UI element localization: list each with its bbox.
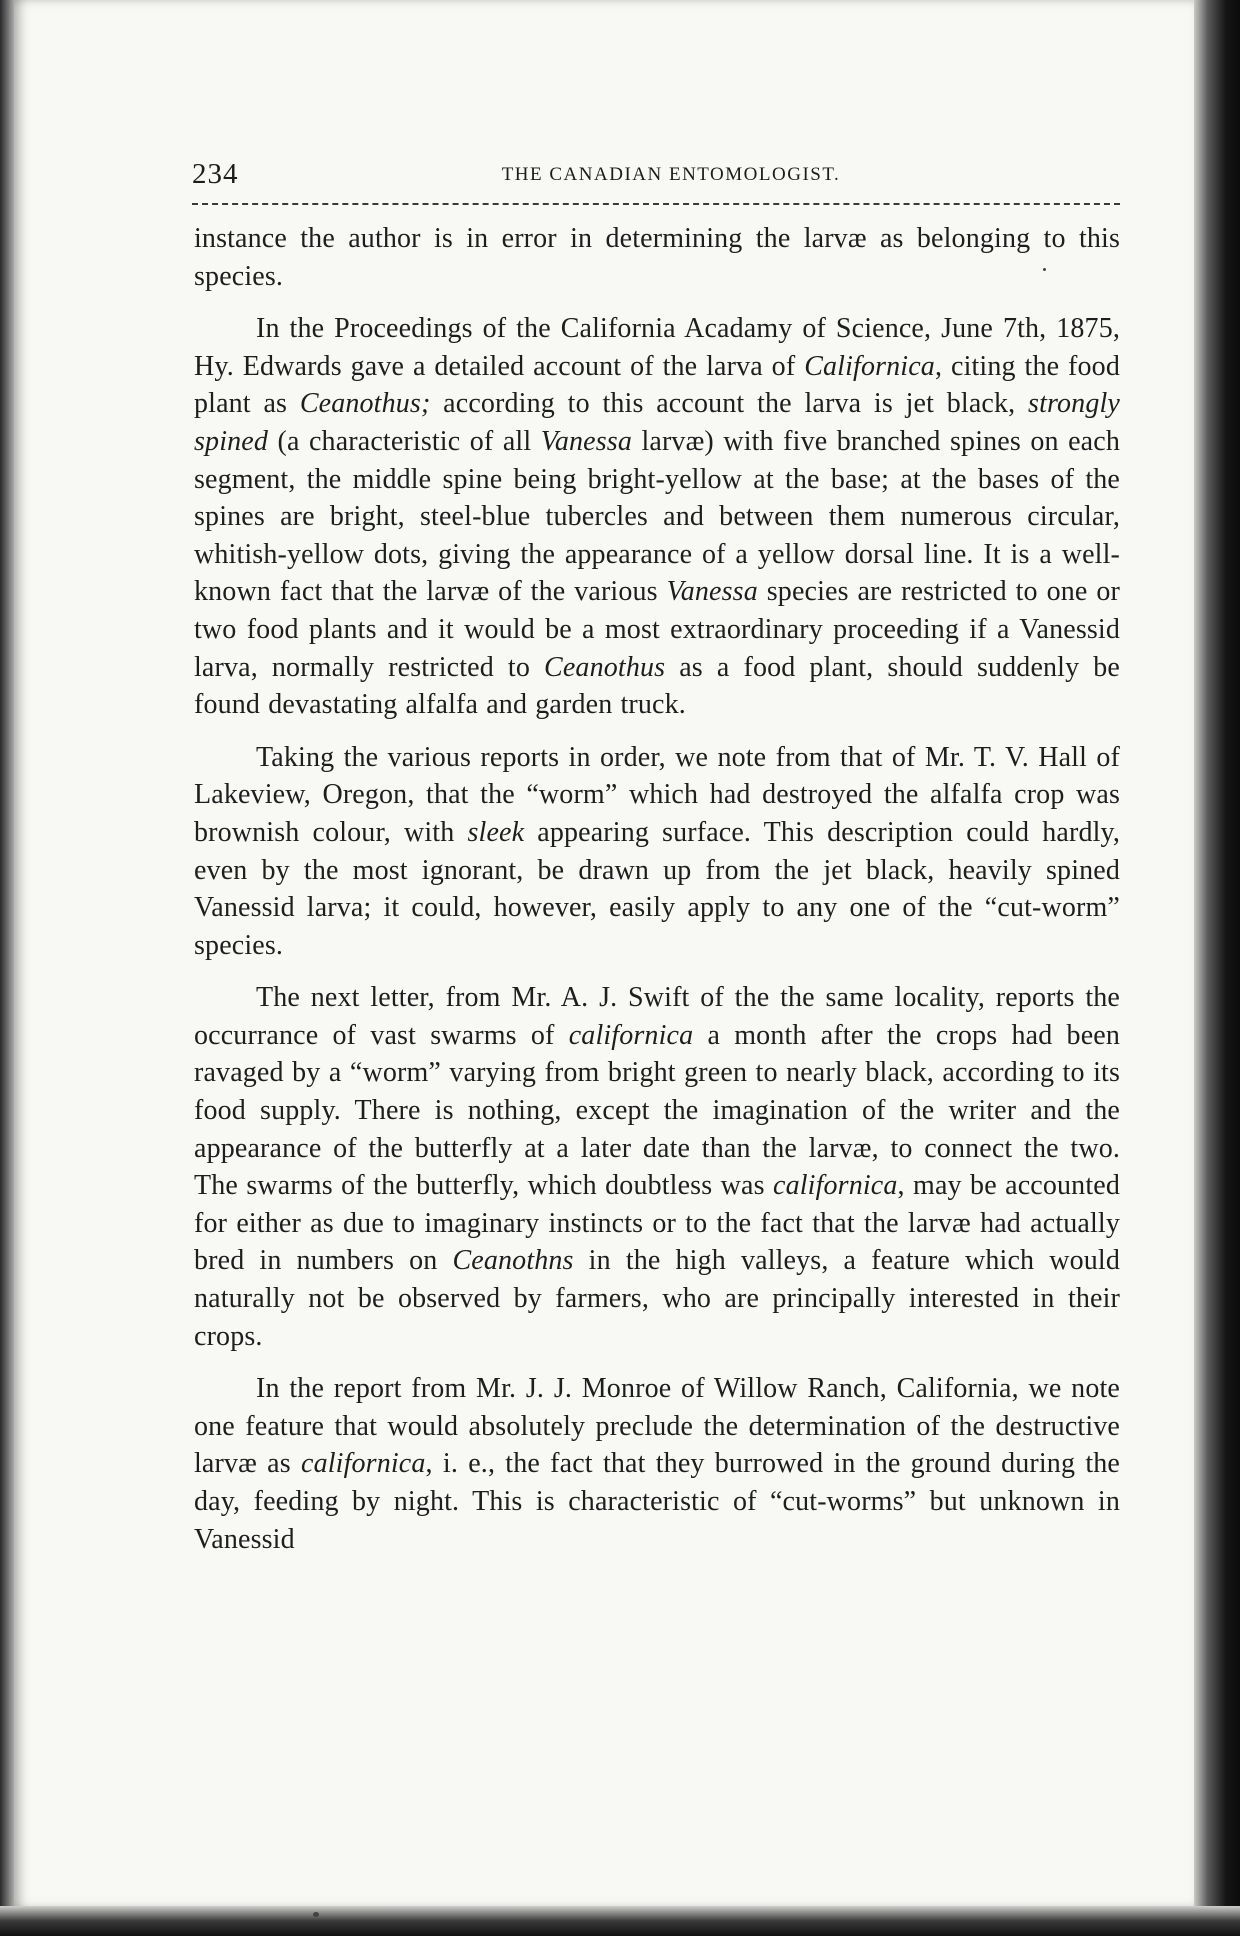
- italic-term: Vanessa: [540, 425, 632, 457]
- text-run: In the Proceedings of the California Acadamy of Science, June 7th, 1875, Hy. Edwards gave a detailed account of the larva of: [194, 313, 1120, 382]
- italic-term: strongly spined: [194, 388, 1120, 457]
- italic-term: Ceanothus: [544, 651, 666, 683]
- text-run: In the report from Mr. J. J. Monroe of Willow Ranch, California, we note one feature that would absolutely preclude the determination of the destructive larvæ as: [194, 1373, 1120, 1480]
- paragraph-4: [194, 979, 1120, 1355]
- italic-term: sleek: [467, 816, 525, 848]
- paragraph-1: [194, 220, 1120, 295]
- dust-speck: [313, 1912, 319, 1917]
- article-body: [194, 220, 1120, 1573]
- header-rule: [192, 203, 1120, 205]
- paragraph-3: [194, 739, 1120, 965]
- italic-term: Vanessa: [666, 576, 758, 608]
- text-run: as a food plant, should suddenly be found devastating alfalfa and garden truck.: [194, 651, 1121, 721]
- journal-title: THE CANADIAN ENTOMOLOGIST.: [501, 164, 841, 185]
- italic-term: californica: [773, 1170, 898, 1202]
- scan-bottom-edge: [0, 1906, 1240, 1936]
- dust-speck: [1043, 268, 1046, 271]
- text-run: , i. e., the fact that they burrowed in the ground during the day, feeding by night. This is characteristic of “cut-worms” but unknown in Vanessid: [194, 1448, 1120, 1555]
- text-run: in the high valleys, a feature which would naturally not be observed by farmers, who are principally interested in their crops.: [194, 1245, 1121, 1352]
- italic-term: californica: [568, 1019, 694, 1051]
- text-run: species are restricted to one or two food plants and it would be a most extraordinary proceeding if a Vanessid larva, normally restricted to: [194, 576, 1120, 683]
- text-run: , citing the food plant as: [194, 350, 1120, 420]
- text-run: instance the author is in error in determining the larvæ as belonging to this species.: [194, 223, 1120, 292]
- paragraph-5: [194, 1370, 1120, 1558]
- text-run: according to this account the larva is jet black,: [430, 388, 1029, 420]
- italic-term: Ceanothns: [452, 1245, 574, 1277]
- paragraph-2: [194, 310, 1120, 724]
- text-run: (a characteristic of all: [268, 425, 541, 457]
- italic-term: californica: [301, 1448, 426, 1480]
- italic-term: Californica: [804, 350, 935, 382]
- text-run: a month after the crops had been ravaged by a “worm” varying from bright green to nearly black, according to its food supply. There is nothing, except the imagination of the writer and the appearance of the butterfly at a later date than the larvæ, to connect the two. The swarms of the butterfly, which doubtless was: [194, 1019, 1120, 1202]
- page-number: 234: [192, 158, 239, 190]
- scan-right-edge: [1194, 0, 1240, 1936]
- italic-term: Ceanothus;: [299, 388, 431, 420]
- running-head: [192, 158, 1120, 194]
- text-run: larvæ) with five branched spines on each segment, the middle spine being bright-yellow at the base; at the bases of the spines are bright, steel-blue tubercles and between them numerous circular, whitish-yellow dots, giving the appearance of a yellow dorsal line. It is a well-known fact that the larvæ of the various: [194, 425, 1120, 608]
- text-run: Taking the various reports in order, we note from that of Mr. T. V. Hall of Lakeview, Oregon, that the “worm” which had destroyed the alfalfa crop was brownish colour, with: [194, 741, 1120, 848]
- text-run: appearing surface. This description could hardly, even by the most ignorant, be drawn up from the jet black, heavily spined Vanessid larva; it could, however, easily apply to any one of the “cut-worm” species.: [194, 816, 1120, 961]
- text-run: , may be accounted for either as due to imaginary instincts or to the fact that the larvæ had actually bred in numbers on: [194, 1170, 1120, 1277]
- text-run: The next letter, from Mr. A. J. Swift of the the same locality, reports the occurrance of vast swarms of: [194, 982, 1120, 1051]
